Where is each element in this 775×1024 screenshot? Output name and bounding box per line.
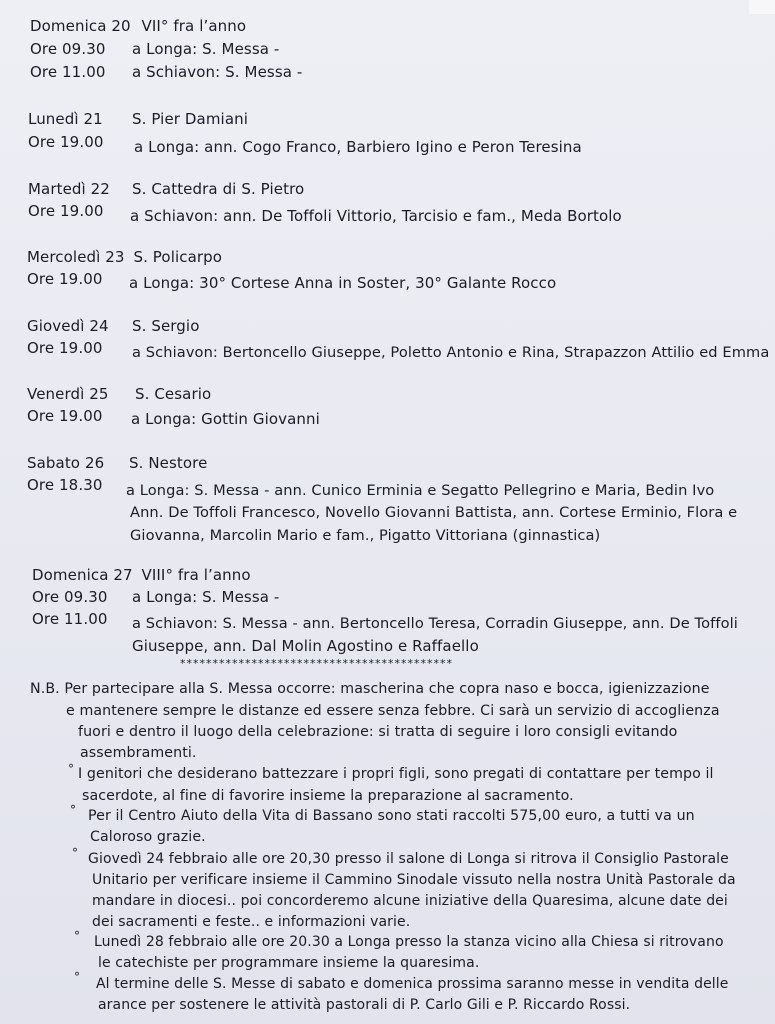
separator: ****************************************** (180, 657, 453, 670)
note-text: N.B. Per partecipare alla S. Messa occorre: mascherina che copra naso e bocca, igienizzazione (30, 681, 710, 697)
mass-text: a Schiavon: S. Messa - ann. Bertoncello Teresa, Corradin Giuseppe, ann. De Toffoli (132, 615, 738, 632)
mass-time: Ore 11.00 (32, 610, 108, 628)
day-label: Lunedì 21 (28, 110, 103, 128)
day-title: S. Cattedra di S. Pietro (132, 180, 305, 198)
mass-text: a Schiavon: ann. De Toffoli Vittorio, Tarcisio e fam., Meda Bortolo (130, 207, 622, 225)
day-label: Venerdì 25 (27, 385, 109, 403)
bullet-text: le catechiste per programmare insieme la quaresima. (98, 955, 480, 971)
day-title: VII° fra l’anno (141, 17, 247, 35)
mass-time: Ore 11.00 (30, 63, 106, 81)
day-title: S. Cesario (135, 385, 212, 403)
mass-time: Ore 19.00 (28, 133, 104, 151)
mass-text: a Longa: Gottin Giovanni (131, 410, 320, 428)
page-corner (749, 0, 775, 14)
mass-text: a Longa: ann. Cogo Franco, Barbiero Igino e Peron Teresina (134, 138, 582, 156)
day-label: Domenica 20 (30, 17, 131, 35)
mass-time: Ore 19.00 (27, 407, 103, 425)
bullet-mark: ° (74, 970, 80, 984)
mass-time: Ore 18.30 (27, 476, 103, 494)
mass-text: a Schiavon: Bertoncello Giuseppe, Poletto Antonio e Rina, Strapazzon Attilio ed Emma (132, 344, 770, 361)
day-title: S. Pier Damiani (132, 110, 248, 128)
note-text: assembramenti. (80, 745, 197, 761)
bullet-text: Giovedì 24 febbraio alle ore 20,30 presso il salone di Longa si ritrova il Consiglio Pastorale (88, 851, 729, 867)
bullet-text: arance per sostenere le attività pastorali di P. Carlo Gili e P. Riccardo Rossi. (98, 997, 631, 1013)
day-title: S. Sergio (132, 317, 200, 335)
bullet-mark: ° (74, 929, 80, 943)
day-heading (30, 17, 246, 35)
day-label: Mercoledì 23 (27, 248, 125, 266)
bullet-text: sacerdote, al fine di favorire insieme la preparazione al sacramento. (82, 788, 574, 804)
mass-time: Ore 09.30 (30, 40, 106, 58)
bullet-text: Unitario per verificare insieme il Cammino Sinodale vissuto nella nostra Unità Pastorale da (92, 872, 736, 888)
day-heading (27, 248, 222, 266)
day-label: Giovedì 24 (27, 317, 109, 335)
mass-text: a Longa: S. Messa - (132, 40, 280, 58)
day-label: Domenica 27 (32, 566, 133, 584)
mass-text-continued: Giuseppe, ann. Dal Molin Agostino e Raffaello (132, 637, 479, 655)
bullet-mark: ° (70, 803, 76, 817)
bullet-mark: ° (68, 762, 74, 776)
bullet-text: I genitori che desiderano battezzare i propri figli, sono pregati di contattare per tempo il (78, 766, 714, 782)
day-label: Sabato 26 (27, 454, 105, 472)
day-title: S. Nestore (129, 454, 208, 472)
mass-time: Ore 19.00 (28, 202, 104, 220)
bullet-text: mandare in diocesi.. poi concorderemo alcune iniziative della Quaresima, alcune date dei (92, 893, 728, 909)
mass-text: a Longa: 30° Cortese Anna in Soster, 30° Galante Rocco (129, 274, 557, 292)
day-heading (32, 566, 251, 584)
mass-text-continued: Giovanna, Marcolin Mario e fam., Pigatto Vittoriana (ginnastica) (130, 527, 601, 544)
mass-time: Ore 19.00 (27, 270, 103, 288)
mass-text: a Longa: S. Messa - (132, 588, 280, 606)
bullet-text: Per il Centro Aiuto della Vita di Bassano sono stati raccolti 575,00 euro, a tutti va un (88, 808, 695, 824)
bullet-mark: ° (72, 846, 78, 860)
day-title: S. Policarpo (133, 248, 223, 266)
note-text: e mantenere sempre le distanze ed essere senza febbre. Ci sarà un servizio di accoglienza (66, 703, 720, 719)
mass-text: a Longa: S. Messa - ann. Cunico Erminia e Segatto Pellegrino e Maria, Bedin Ivo (126, 482, 715, 499)
mass-text-continued: Ann. De Toffoli Francesco, Novello Giovanni Battista, ann. Cortese Erminio, Flora e (130, 504, 738, 521)
note-text: fuori e dentro il luogo della celebrazione: si tratta di seguire i loro consigli evitando (78, 724, 678, 740)
day-title: VIII° fra l’anno (141, 566, 251, 584)
mass-time: Ore 19.00 (27, 339, 103, 357)
bullet-text: Lunedì 28 febbraio alle ore 20.30 a Longa presso la stanza vicino alla Chiesa si ritrovano (94, 934, 724, 950)
mass-text: a Schiavon: S. Messa - (132, 63, 303, 81)
bullet-text: Al termine delle S. Messe di sabato e domenica prossima saranno messe in vendita delle (96, 976, 729, 992)
bullet-text: Caloroso grazie. (90, 829, 206, 845)
mass-time: Ore 09.30 (32, 588, 108, 606)
day-label: Martedì 22 (28, 180, 110, 198)
bullet-text: dei sacramenti e feste.. e informazioni varie. (92, 914, 411, 930)
